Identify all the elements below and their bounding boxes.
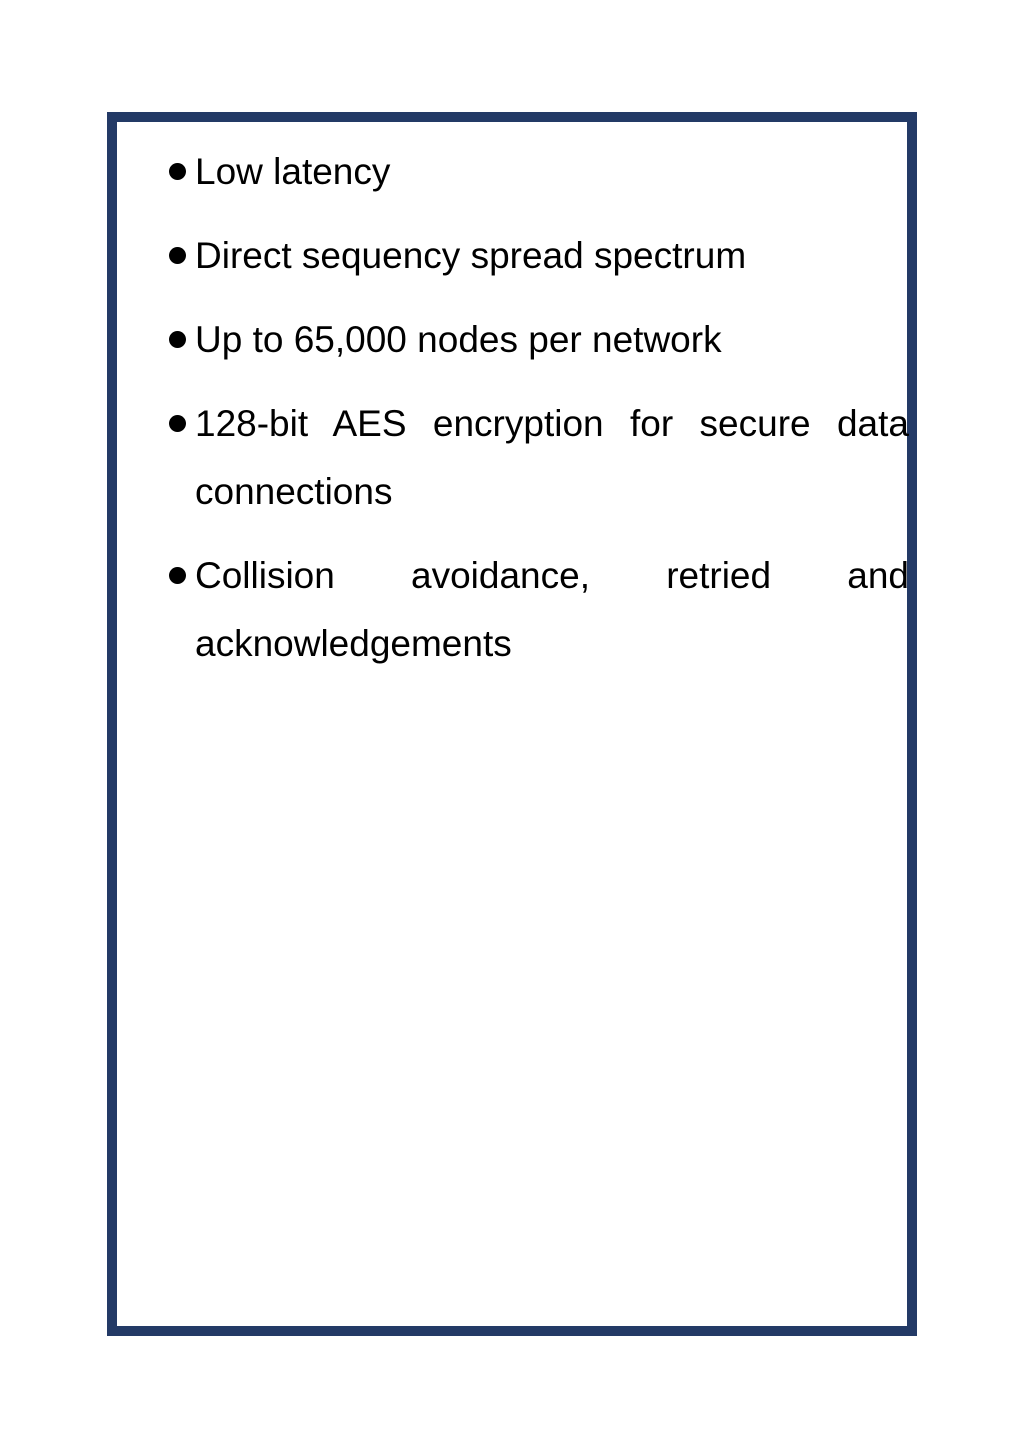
bullet-dot-icon [169, 331, 186, 348]
list-item [167, 138, 909, 206]
bullet-dot-icon [169, 163, 186, 180]
bullet-dot-icon [169, 567, 186, 584]
bullet-text-line-1: Collision avoidance, retried and [195, 555, 909, 596]
bullet-text-line-2: acknowledgements [195, 623, 512, 664]
list-item [167, 222, 909, 290]
feature-bullet-list [167, 138, 909, 694]
list-item [167, 306, 909, 374]
bullet-text: Low latency [195, 151, 391, 192]
page-border-frame [107, 112, 917, 1336]
bullet-text: Direct sequency spread spectrum [195, 235, 747, 276]
bullet-dot-icon [169, 415, 186, 432]
bullet-text: Up to 65,000 nodes per network [195, 319, 722, 360]
list-item [167, 390, 909, 526]
bullet-dot-icon [169, 247, 186, 264]
bullet-text: 128-bit AES encryption for secure data connections [195, 403, 909, 512]
list-item [167, 542, 909, 678]
